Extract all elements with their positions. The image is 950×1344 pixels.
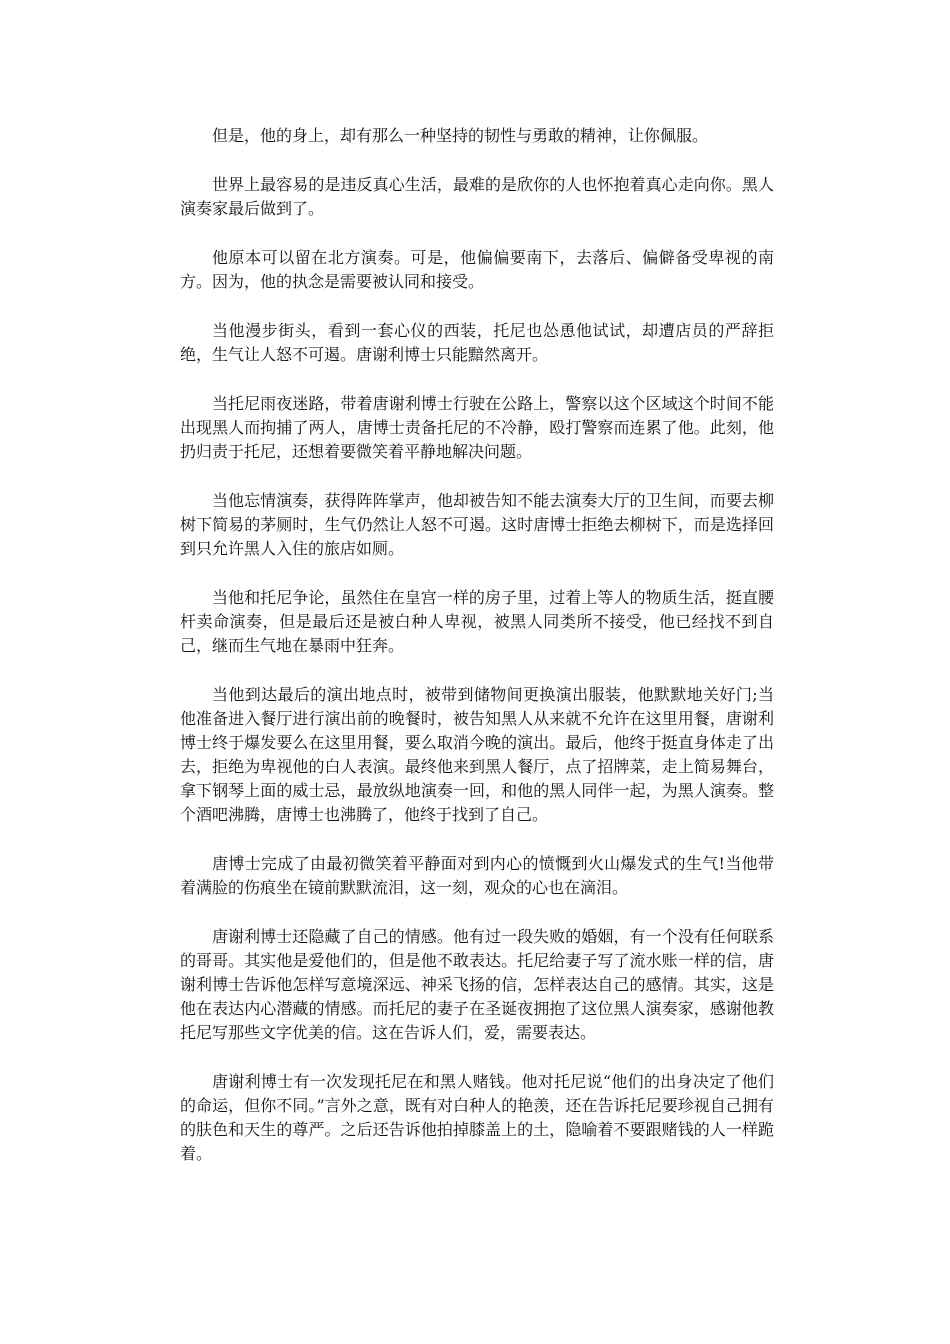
paragraph-5: 当托尼雨夜迷路，带着唐谢利博士行驶在公路上，警察以这个区域这个时间不能出现黑人而拘捕了两人，唐博士责备托尼的不冷静，殴打警察而连累了他。此刻，他扔归责于托尼，还想着要微笑着平静地解决问题。 bbox=[180, 394, 774, 461]
paragraph-7: 当他和托尼争论，虽然住在皇宫一样的房子里，过着上等人的物质生活，挺直腰杆卖命演奏，但是最后还是被白种人卑视，被黑人同类所不接受，他已经找不到自己，继而生气地在暴雨中狂奔。 bbox=[180, 588, 774, 655]
paragraph-10: 唐谢利博士还隐藏了自己的情感。他有过一段失败的婚姻，有一个没有任何联系的哥哥。其实他是爱他们的，但是他不敢表达。托尼给妻子写了流水账一样的信，唐谢利博士告诉他怎样写意境深远、神采飞扬的信，怎样表达自己的感情。其实，这是他在表达内心潜藏的情感。而托尼的妻子在圣诞夜拥抱了这位黑人演奏家，感谢他教托尼写那些文字优美的信。这在告诉人们，爱，需要表达。 bbox=[180, 927, 774, 1042]
paragraph-4: 当他漫步街头，看到一套心仪的西装，托尼也怂恿他试试，却遭店员的严辞拒绝，生气让人怒不可遏。唐谢利博士只能黯然离开。 bbox=[180, 321, 774, 364]
paragraph-8: 当他到达最后的演出地点时，被带到储物间更换演出服装，他默默地关好门;当他准备进入餐厅进行演出前的晚餐时，被告知黑人从来就不允许在这里用餐，唐谢利博士终于爆发要么在这里用餐，要么取消今晚的演出。最后，他终于挺直身体走了出去，拒绝为卑视他的白人表演。最终他来到黑人餐厅，点了招牌菜，走上简易舞台，拿下钢琴上面的威士忌，最放纵地演奏一回，和他的黑人同伴一起，为黑人演奏。整个酒吧沸腾，唐博士也沸腾了，他终于找到了自己。 bbox=[180, 685, 774, 824]
paragraph-9: 唐博士完成了由最初微笑着平静面对到内心的愤慨到火山爆发式的生气!当他带着满脸的伤痕坐在镜前默默流泪，这一刻，观众的心也在滴泪。 bbox=[180, 854, 774, 897]
paragraph-11: 唐谢利博士有一次发现托尼在和黑人赌钱。他对托尼说“他们的出身决定了他们的命运，但你不同。”言外之意，既有对白种人的艳羡，还在告诉托尼要珍视自己拥有的肤色和天生的尊严。之后还告诉他拍掉膝盖上的土，隐喻着不要跟赌钱的人一样跪着。 bbox=[180, 1072, 774, 1163]
paragraph-2: 世界上最容易的是违反真心生活，最难的是欣你的人也怀抱着真心走向你。黑人演奏家最后做到了。 bbox=[180, 175, 774, 218]
paragraph-6: 当他忘情演奏，获得阵阵掌声，他却被告知不能去演奏大厅的卫生间，而要去柳树下简易的茅厕时，生气仍然让人怒不可遏。这时唐博士拒绝去柳树下，而是选择回到只允许黑人入住的旅店如厕。 bbox=[180, 491, 774, 558]
paragraph-3: 他原本可以留在北方演奏。可是，他偏偏要南下，去落后、偏僻备受卑视的南方。因为，他的执念是需要被认同和接受。 bbox=[180, 248, 774, 291]
paragraph-1: 但是，他的身上，却有那么一种坚持的韧性与勇敢的精神，让你佩服。 bbox=[212, 126, 709, 145]
document-body bbox=[180, 124, 774, 1191]
